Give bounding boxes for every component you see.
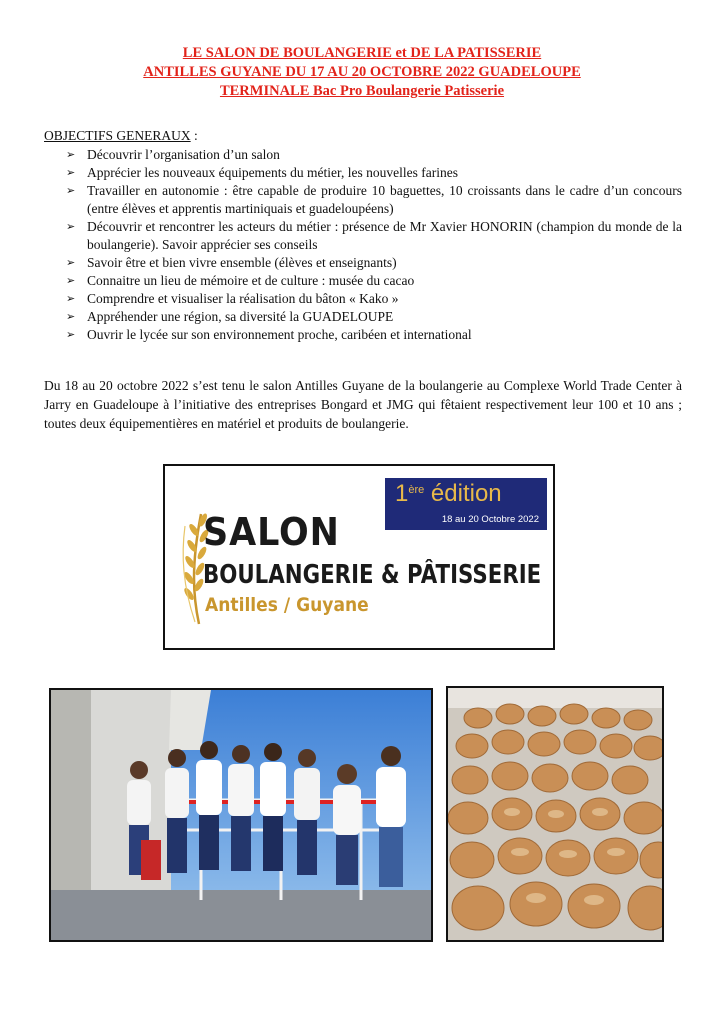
- list-item: ➢ Apprécier les nouveaux équipements du métier, les nouvelles farines: [66, 165, 458, 180]
- list-item: ➢ Ouvrir le lycée sur son environnement proche, caribéen et international: [66, 327, 472, 342]
- arrow-bullet-icon: ➢: [66, 166, 76, 179]
- objectives-list: [66, 146, 682, 344]
- arrow-bullet-icon: ➢: [66, 256, 76, 269]
- list-item: ➢ Connaitre un lieu de mémoire et de culture : musée du cacao: [66, 273, 415, 288]
- arrow-bullet-icon: ➢: [66, 184, 76, 197]
- group-photo-image: [51, 690, 431, 940]
- edition-dates: 18 au 20 Octobre 2022: [441, 514, 539, 525]
- title-line-1: LE SALON DE BOULANGERIE et DE LA PATISSERIE: [182, 45, 542, 61]
- salon-logo: [163, 464, 555, 650]
- list-item: ➢ Découvrir l’organisation d’un salon: [66, 147, 280, 162]
- arrow-bullet-icon: ➢: [66, 220, 76, 233]
- edition-badge: [385, 478, 547, 530]
- list-item: ➢ Découvrir et rencontrer les acteurs du métier : présence de Mr Xavier HONORIN (champion du monde de la boulangerie). Savoir apprécier ses conseils: [66, 219, 682, 252]
- title-line-2: ANTILLES GUYANE DU 17 AU 20 OCTOBRE 2022 GUADELOUPE: [143, 64, 581, 80]
- logo-subtitle: BOULANGERIE & PÂTISSERIE: [203, 560, 542, 590]
- arrow-bullet-icon: ➢: [66, 292, 76, 305]
- list-item: ➢ Appréhender une région, sa diversité la GUADELOUPE: [66, 309, 394, 324]
- arrow-bullet-icon: ➢: [66, 310, 76, 323]
- logo-salon-text: SALON: [203, 510, 340, 554]
- intro-paragraph: Du 18 au 20 octobre 2022 s’est tenu le salon Antilles Guyane de la boulangerie au Complexe World Trade Center à Jarry en Guadeloupe à l’initiative des entreprises Bongard et JMG qui fêtaient respectivement leur 100 et 10 ans ; toutes deux équipementières en matériel et produits de boulangerie.: [44, 378, 682, 431]
- bread-photo-image: [448, 688, 662, 940]
- edition-label: 1ère édition: [395, 480, 502, 507]
- list-item: ➢ Travailler en autonomie : être capable de produire 10 baguettes, 10 croissants dans le cadre d’un concours (entre élèves et apprentis martiniquais et guadeloupéens): [66, 183, 682, 216]
- objectives-heading-colon: :: [190, 128, 198, 143]
- objectives-heading: [44, 128, 198, 144]
- list-item: ➢ Comprendre et visualiser la réalisation du bâton « Kako »: [66, 291, 399, 306]
- document-title: [0, 44, 724, 101]
- objectives-heading-text: OBJECTIFS GENERAUX: [44, 128, 191, 143]
- arrow-bullet-icon: ➢: [66, 274, 76, 287]
- list-item: ➢ Savoir être et bien vivre ensemble (élèves et enseignants): [66, 255, 397, 270]
- group-photo: [49, 688, 433, 942]
- bread-photo: [446, 686, 664, 942]
- title-line-3: TERMINALE Bac Pro Boulangerie Patisserie: [219, 83, 505, 99]
- arrow-bullet-icon: ➢: [66, 148, 76, 161]
- arrow-bullet-icon: ➢: [66, 328, 76, 341]
- logo-region: Antilles / Guyane: [205, 594, 369, 616]
